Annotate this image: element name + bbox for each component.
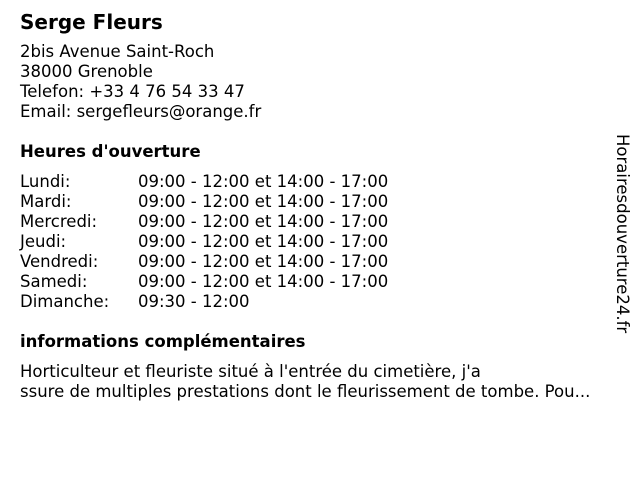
hours-day: Dimanche: — [20, 292, 110, 311]
business-name: Serge Fleurs — [20, 10, 163, 34]
hours-day: Mercredi: — [20, 212, 98, 231]
hours-day: Vendredi: — [20, 252, 99, 271]
address-line-2: 38000 Grenoble — [20, 62, 153, 81]
hours-row-tuesday — [20, 192, 610, 212]
hours-row-thursday — [20, 232, 610, 252]
site-brand-vertical: Horairesdouverture24.fr — [613, 134, 632, 334]
hours-row-friday — [20, 252, 610, 272]
hours-day: Jeudi: — [20, 232, 67, 251]
info-heading: informations complémentaires — [20, 332, 306, 351]
phone-text: Telefon: +33 4 76 54 33 47 — [20, 82, 245, 101]
hours-heading: Heures d'ouverture — [20, 142, 201, 161]
hours-time: 09:00 - 12:00 et 14:00 - 17:00 — [138, 252, 389, 271]
hours-time: 09:30 - 12:00 — [138, 292, 250, 311]
hours-time: 09:00 - 12:00 et 14:00 - 17:00 — [138, 272, 389, 291]
hours-time: 09:00 - 12:00 et 14:00 - 17:00 — [138, 172, 389, 191]
address-line-1: 2bis Avenue Saint-Roch — [20, 42, 215, 61]
hours-row-wednesday — [20, 212, 610, 232]
hours-time: 09:00 - 12:00 et 14:00 - 17:00 — [138, 232, 389, 251]
description-line-2: ssure de multiples prestations dont le fleurissement de tombe. Pou... — [20, 382, 591, 401]
hours-row-saturday — [20, 272, 610, 292]
hours-time: 09:00 - 12:00 et 14:00 - 17:00 — [138, 192, 389, 211]
hours-day: Lundi: — [20, 172, 71, 191]
hours-day: Samedi: — [20, 272, 88, 291]
business-card — [20, 10, 610, 402]
hours-row-monday — [20, 172, 610, 192]
description-line-1: Horticulteur et fleuriste situé à l'entrée du cimetière, j'a — [20, 362, 481, 381]
hours-row-sunday — [20, 292, 610, 312]
hours-time: 09:00 - 12:00 et 14:00 - 17:00 — [138, 212, 389, 231]
hours-day: Mardi: — [20, 192, 72, 211]
email-text: Email: sergefleurs@orange.fr — [20, 102, 262, 121]
hours-table — [20, 172, 610, 312]
